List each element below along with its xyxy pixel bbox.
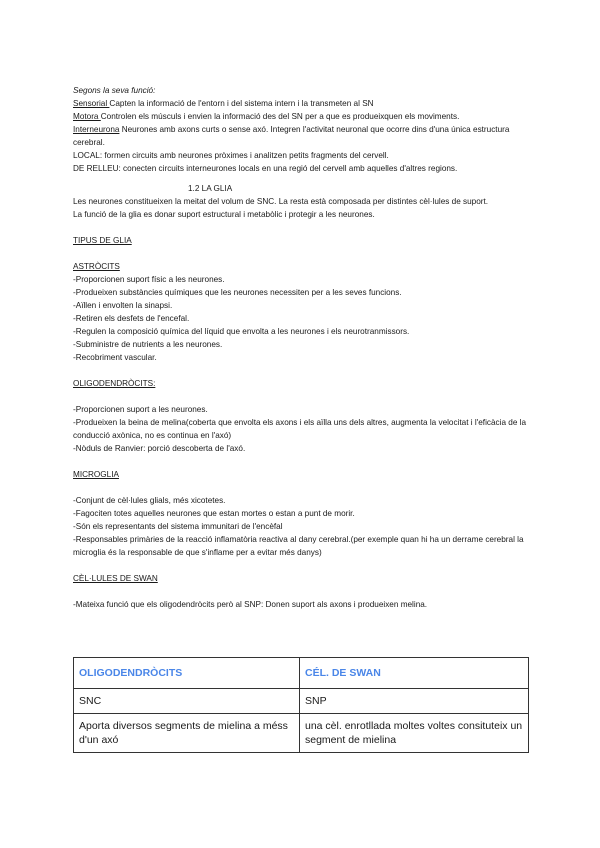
astrocits-item: -Recobriment vascular. <box>73 352 157 362</box>
microglia-item: -Responsables primàries de la reacció inflamatòria reactiva al dany cerebral.(per exemple quan hi ha un derrame cerebral la microglia és la responsable de que s'inflame per a evitar més danys) <box>73 534 524 557</box>
microglia-item: -Conjunt de cèl·lules glials, més xicotetes. <box>73 495 226 505</box>
microglia-item: -Fagociten totes aquelles neurones que estan mortes o estan a punt de morir. <box>73 508 355 518</box>
label-interneurona: Interneurona <box>73 125 120 134</box>
text-interneurona: Neurones amb axons curts o sense axó. Integren l'activitat neuronal que ocorre dins d'una única estructura cerebral. <box>73 125 510 147</box>
microglia-item: -Són els representants del sistema immunitari de l'encèfal <box>73 521 283 531</box>
line-relleu: DE RELLEU: conecten circuits interneurones locals en una regió del cervell amb aquelles d'altres regions. <box>73 164 458 173</box>
table-cell: una cèl. enrotllada moltes voltes consituteix un segment de mielina <box>300 714 529 753</box>
glia-paragraph-2: La funció de la glia es donar suport estructural i metabòlic i protegir a les neurones. <box>73 209 375 219</box>
document-body <box>73 84 528 611</box>
table-header-cell: CÉL. DE SWAN <box>300 658 529 689</box>
label-sensorial: Sensorial <box>73 99 110 108</box>
label-motora: Motora <box>73 112 101 121</box>
table-header-cell: OLIGODENDRÒCITS <box>74 658 300 689</box>
table-row <box>74 689 529 714</box>
astrocits-item: -Proporcionen suport físic a les neurones. <box>73 274 225 284</box>
swan-text: -Mateixa funció que els oligodendròcits però al SNP: Donen suport als axons i produeixen melina. <box>73 599 428 609</box>
oligo-item: -Proporcionen suport a les neurones. <box>73 404 208 414</box>
astrocits-item: -Retiren els desfets de l'encefal. <box>73 313 190 323</box>
astrocits-item: -Regulen la composició química del líquid que envolta a les neurones i els neurotranmissors. <box>73 326 410 336</box>
tipus-glia-heading: TIPUS DE GLIA <box>73 235 132 245</box>
swan-heading: CÈL·LULES DE SWAN <box>73 573 158 583</box>
astrocits-item: -Produeixen substàncies químiques que les neurones necessiten per a les seves funcions. <box>73 287 402 297</box>
astrocits-item: -Aïllen i envolten la sinapsi. <box>73 300 173 310</box>
line-local: LOCAL: formen circuits amb neurones pròximes i analitzen petits fragments del cervell. <box>73 151 389 160</box>
oligo-item: -Produeixen la beina de melina(coberta que envolta els axons i els aïlla uns dels altres, augmenta la velocitat i l'eficàcia de la conducció axònica, no es continua en l'axó) <box>73 417 527 440</box>
table-header-row <box>74 658 529 689</box>
comparison-table <box>73 657 529 753</box>
astrocits-heading: ASTRÒCITS <box>73 261 120 271</box>
line-interneurona <box>73 123 528 149</box>
oligo-heading: OLIGODENDRÒCITS: <box>73 378 156 388</box>
line-sensorial <box>73 97 528 110</box>
table-cell: SNP <box>300 689 529 714</box>
glia-title: 1.2 LA GLIA <box>188 183 233 193</box>
oligo-item: -Nòduls de Ranvier: porció descoberta de l'axó. <box>73 443 246 453</box>
glia-paragraph-1: Les neurones constitueixen la meitat del volum de SNC. La resta està composada per distintes cèl·lules de suport. <box>73 196 489 206</box>
text-motora: Controlen els músculs i envien la informació des del SN per a que es produeixquen els moviments. <box>100 112 460 121</box>
line-motora <box>73 110 528 123</box>
table-row <box>74 714 529 753</box>
table-cell: SNC <box>74 689 300 714</box>
microglia-heading: MICROGLIA <box>73 469 119 479</box>
text-sensorial: Capten la informació de l'entorn i del sistema intern i la transmeten al SN <box>109 99 374 108</box>
section-heading-function: Segons la seva funció: <box>73 86 156 95</box>
astrocits-item: -Subministre de nutrients a les neurones. <box>73 339 223 349</box>
table-cell: Aporta diversos segments de mielina a méss d'un axó <box>74 714 300 753</box>
